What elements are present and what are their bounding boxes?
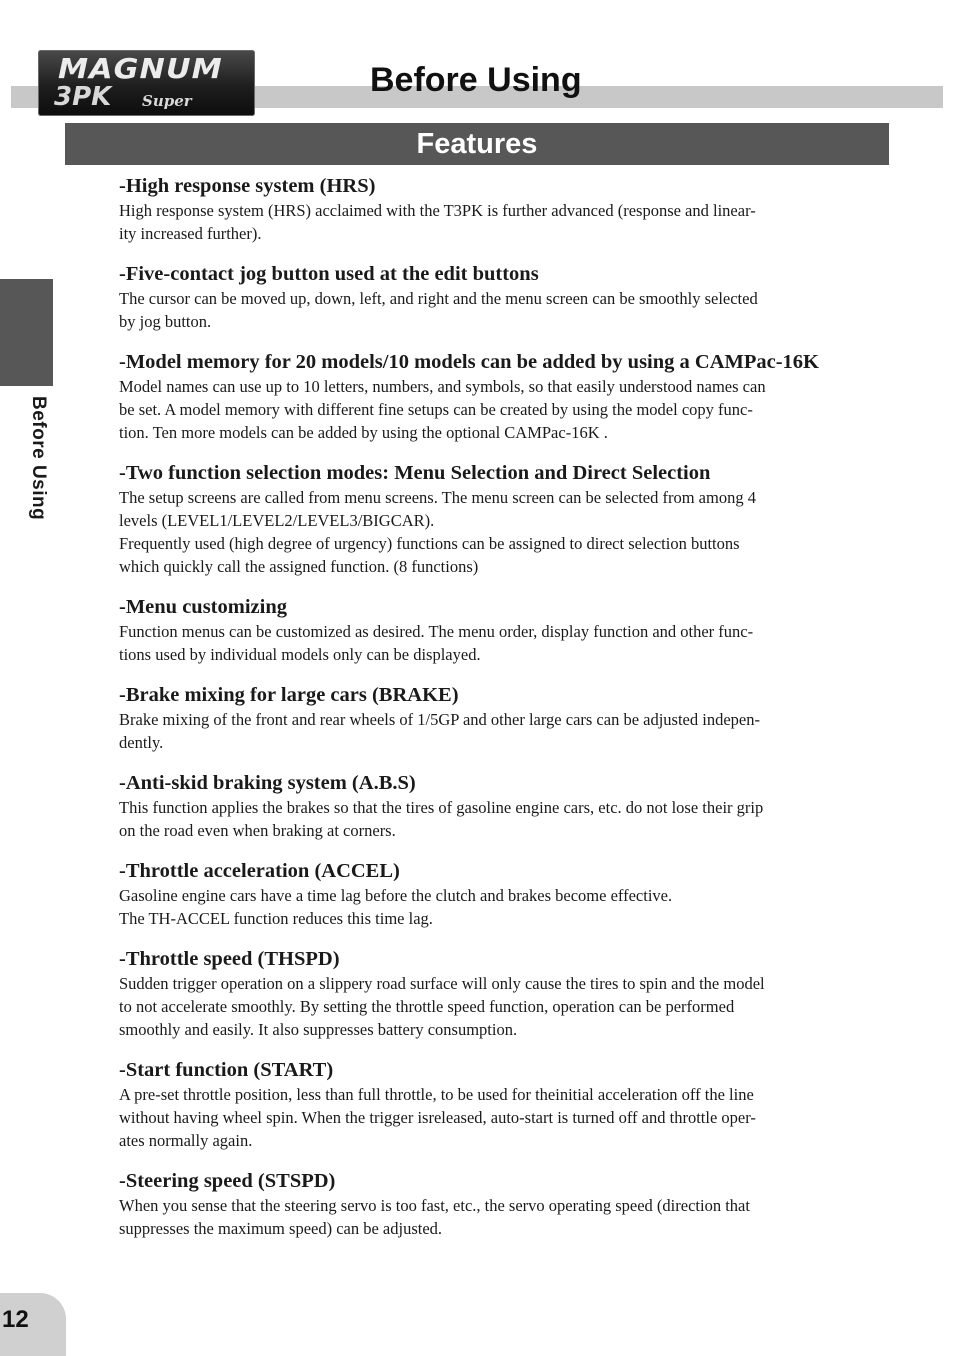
page-title: Before Using [370, 61, 582, 99]
feature-description [119, 287, 837, 333]
feature-description [119, 884, 837, 930]
feature-heading: -Steering speed (STSPD) [119, 1170, 336, 1192]
feature-description-line: on the road even when braking at corners. [119, 821, 396, 840]
feature-item [119, 947, 837, 1041]
feature-description-line: Function menus can be customized as desired. The menu order, display function and other func- [119, 622, 754, 641]
feature-description-line: When you sense that the steering servo is too fast, etc., the servo operating speed (direction that [119, 1196, 750, 1215]
section-header-bar [65, 123, 889, 165]
feature-description-line: The cursor can be moved up, down, left, and right and the menu screen can be smoothly selected [119, 289, 758, 308]
feature-description [119, 972, 837, 1041]
feature-description [119, 375, 837, 444]
page-number: 12 [2, 1306, 29, 1333]
feature-heading: -Start function (START) [119, 1059, 334, 1081]
logo-brand-text: MAGNUM [58, 52, 223, 85]
feature-description [119, 1194, 837, 1240]
feature-description [119, 486, 837, 578]
feature-description [119, 708, 837, 754]
feature-heading: -Two function selection modes: Menu Selection and Direct Selection [119, 462, 711, 484]
feature-heading: -Throttle speed (THSPD) [119, 948, 340, 970]
page-number-tab [0, 1293, 66, 1356]
feature-item [119, 683, 837, 754]
feature-heading: -Menu customizing [119, 596, 287, 618]
feature-description-line: Model names can use up to 10 letters, numbers, and symbols, so that easily understood names can [119, 377, 766, 396]
feature-description-line: by jog button. [119, 312, 212, 331]
feature-heading: -Brake mixing for large cars (BRAKE) [119, 684, 459, 706]
feature-description [119, 796, 837, 842]
feature-description-line: dently. [119, 733, 164, 752]
feature-heading: -Throttle acceleration (ACCEL) [119, 860, 400, 882]
feature-description-line: levels (LEVEL1/LEVEL2/LEVEL3/BIGCAR). [119, 511, 435, 530]
feature-description-line: A pre-set throttle position, less than full throttle, to be used for theinitial acceleration off the line [119, 1085, 754, 1104]
feature-item [119, 771, 837, 842]
magnum-3pk-super-logo [38, 50, 255, 116]
feature-description-line: which quickly call the assigned function. (8 functions) [119, 557, 479, 576]
feature-description-line: without having wheel spin. When the trigger isreleased, auto-start is turned off and throttle oper- [119, 1108, 756, 1127]
feature-heading: -Model memory for 20 models/10 models can be added by using a CAMPac-16K [119, 351, 820, 373]
feature-description-line: smoothly and easily. It also suppresses battery consumption. [119, 1020, 518, 1039]
feature-description-line: The setup screens are called from menu screens. The menu screen can be selected from among 4 [119, 488, 756, 507]
logo-variant-text: Super [142, 92, 192, 110]
feature-item [119, 1058, 837, 1152]
feature-description-line: High response system (HRS) acclaimed with the T3PK is further advanced (response and linear- [119, 201, 756, 220]
feature-heading: -High response system (HRS) [119, 175, 376, 197]
section-title: Features [416, 128, 538, 160]
feature-item [119, 859, 837, 930]
feature-description-line: be set. A model memory with different fine setups can be created by using the model copy func- [119, 400, 753, 419]
side-chapter-label: Before Using [28, 396, 49, 521]
feature-item [119, 174, 837, 245]
feature-description-line: Brake mixing of the front and rear wheels of 1/5GP and other large cars can be adjusted indepen- [119, 710, 760, 729]
feature-description [119, 1083, 837, 1152]
feature-description-line: Sudden trigger operation on a slippery road surface will only cause the tires to spin and the model [119, 974, 765, 993]
feature-description-line: This function applies the brakes so that the tires of gasoline engine cars, etc. do not lose their grip [119, 798, 764, 817]
side-chapter-tab [0, 279, 53, 386]
feature-description-line: Frequently used (high degree of urgency) functions can be assigned to direct selection buttons [119, 534, 740, 553]
feature-description-line: The TH-ACCEL function reduces this time lag. [119, 909, 433, 928]
feature-item [119, 595, 837, 666]
feature-description-line: tion. Ten more models can be added by using the optional CAMPac-16K . [119, 423, 608, 442]
feature-item [119, 350, 837, 444]
feature-description-line: suppresses the maximum speed) can be adjusted. [119, 1219, 443, 1238]
feature-item [119, 1169, 837, 1240]
feature-description-line: ates normally again. [119, 1131, 253, 1150]
feature-description-line: Gasoline engine cars have a time lag before the clutch and brakes become effective. [119, 886, 673, 905]
feature-item [119, 461, 837, 578]
feature-description [119, 199, 837, 245]
feature-heading: -Five-contact jog button used at the edit buttons [119, 263, 539, 285]
logo-model-text: 3PK [54, 82, 112, 112]
feature-list [119, 174, 837, 1257]
feature-description [119, 620, 837, 666]
feature-description-line: tions used by individual models only can be displayed. [119, 645, 481, 664]
feature-heading: -Anti-skid braking system (A.B.S) [119, 772, 416, 794]
feature-item [119, 262, 837, 333]
feature-description-line: to not accelerate smoothly. By setting the throttle speed function, operation can be performed [119, 997, 735, 1016]
feature-description-line: ity increased further). [119, 224, 262, 243]
